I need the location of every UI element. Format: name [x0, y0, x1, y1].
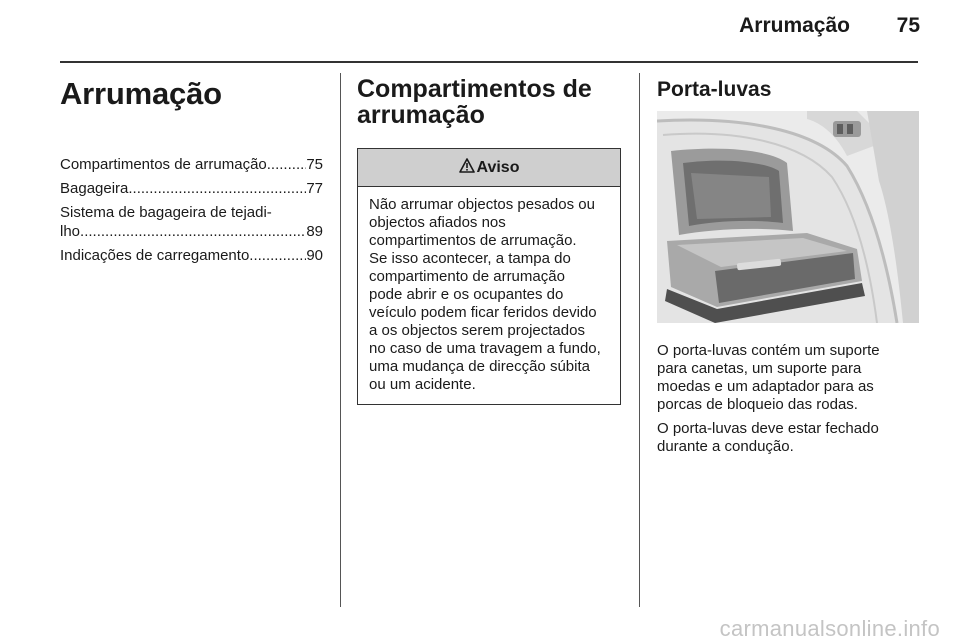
running-header-title: Arrumação: [739, 14, 850, 37]
header-divider: [60, 61, 918, 63]
warning-heading: Aviso: [476, 158, 520, 176]
column-divider-2: [639, 73, 640, 607]
toc-entry-page: 75: [306, 156, 323, 173]
toc-leader-dots: [267, 155, 307, 174]
warning-line: no caso de uma travagem a fundo,: [369, 340, 601, 357]
toc-entry-page: 77: [306, 180, 323, 197]
text-line: para canetas, um suporte para: [657, 360, 862, 377]
toc-leader-dots: [249, 246, 306, 265]
watermark: carmanualsonline.info: [719, 616, 940, 641]
chapter-title: Arrumação: [60, 76, 222, 111]
section-title: [357, 76, 621, 128]
toc-entry[interactable]: [60, 179, 323, 198]
warning-line: ou um acidente.: [369, 376, 476, 393]
warning-text: [358, 187, 620, 404]
toc-leader-dots: [128, 179, 306, 198]
chapter-column: [60, 76, 323, 270]
warning-line: compartimentos de arrumação.: [369, 232, 577, 249]
warning-line: Não arrumar objectos pesados ou: [369, 196, 595, 213]
warning-line: pode abrir e os ocupantes do: [369, 286, 564, 303]
warning-box: [357, 148, 621, 405]
toc-entry[interactable]: [60, 203, 323, 241]
warning-line: objectos afiados nos: [369, 214, 506, 231]
text-line: durante a condução.: [657, 438, 794, 455]
warning-triangle-icon: [459, 158, 475, 178]
warning-line: compartimento de arrumação: [369, 268, 565, 285]
warning-line: Se isso acontecer, a tampa do: [369, 250, 571, 267]
column-divider-1: [340, 73, 341, 607]
toc-entry-page: 90: [306, 247, 323, 264]
page-number: 75: [896, 14, 920, 37]
toc-entry-label: Compartimentos de arrumação: [60, 156, 267, 173]
text-line: porcas de bloqueio das rodas.: [657, 396, 858, 413]
warning-line: a os objectos serem projectados: [369, 322, 585, 339]
text-line: O porta-luvas deve estar fechado: [657, 420, 879, 437]
glovebox-description: [657, 342, 919, 462]
glovebox-column: [657, 78, 919, 455]
section-column: [357, 76, 621, 405]
text-line: moedas e um adaptador para as: [657, 378, 874, 395]
warning-line: uma mudança de direcção súbita: [369, 358, 590, 375]
toc-entry-label: Sistema de bagageira de tejadi-: [60, 204, 272, 221]
toc-entry-page: 89: [306, 223, 323, 240]
warning-header: [358, 149, 620, 187]
toc-entry-label: Bagageira: [60, 180, 129, 197]
paragraph: [657, 420, 919, 456]
text-line: O porta-luvas contém um suporte: [657, 342, 880, 359]
toc-entry-label-cont: lho: [60, 223, 81, 240]
toc-entry-label: Indicações de carregamento: [60, 247, 250, 264]
toc-entry[interactable]: [60, 246, 323, 265]
section-title-line: arrumação: [357, 101, 485, 129]
toc-entry[interactable]: [60, 155, 323, 174]
glovebox-photo: [657, 111, 919, 323]
warning-line: veículo podem ficar feridos devido: [369, 304, 597, 321]
toc-leader-dots: [80, 222, 306, 241]
table-of-contents: [60, 155, 323, 265]
paragraph: [657, 342, 919, 414]
section-title-line: Compartimentos de: [357, 75, 592, 103]
subsection-title: Porta-luvas: [657, 78, 772, 101]
